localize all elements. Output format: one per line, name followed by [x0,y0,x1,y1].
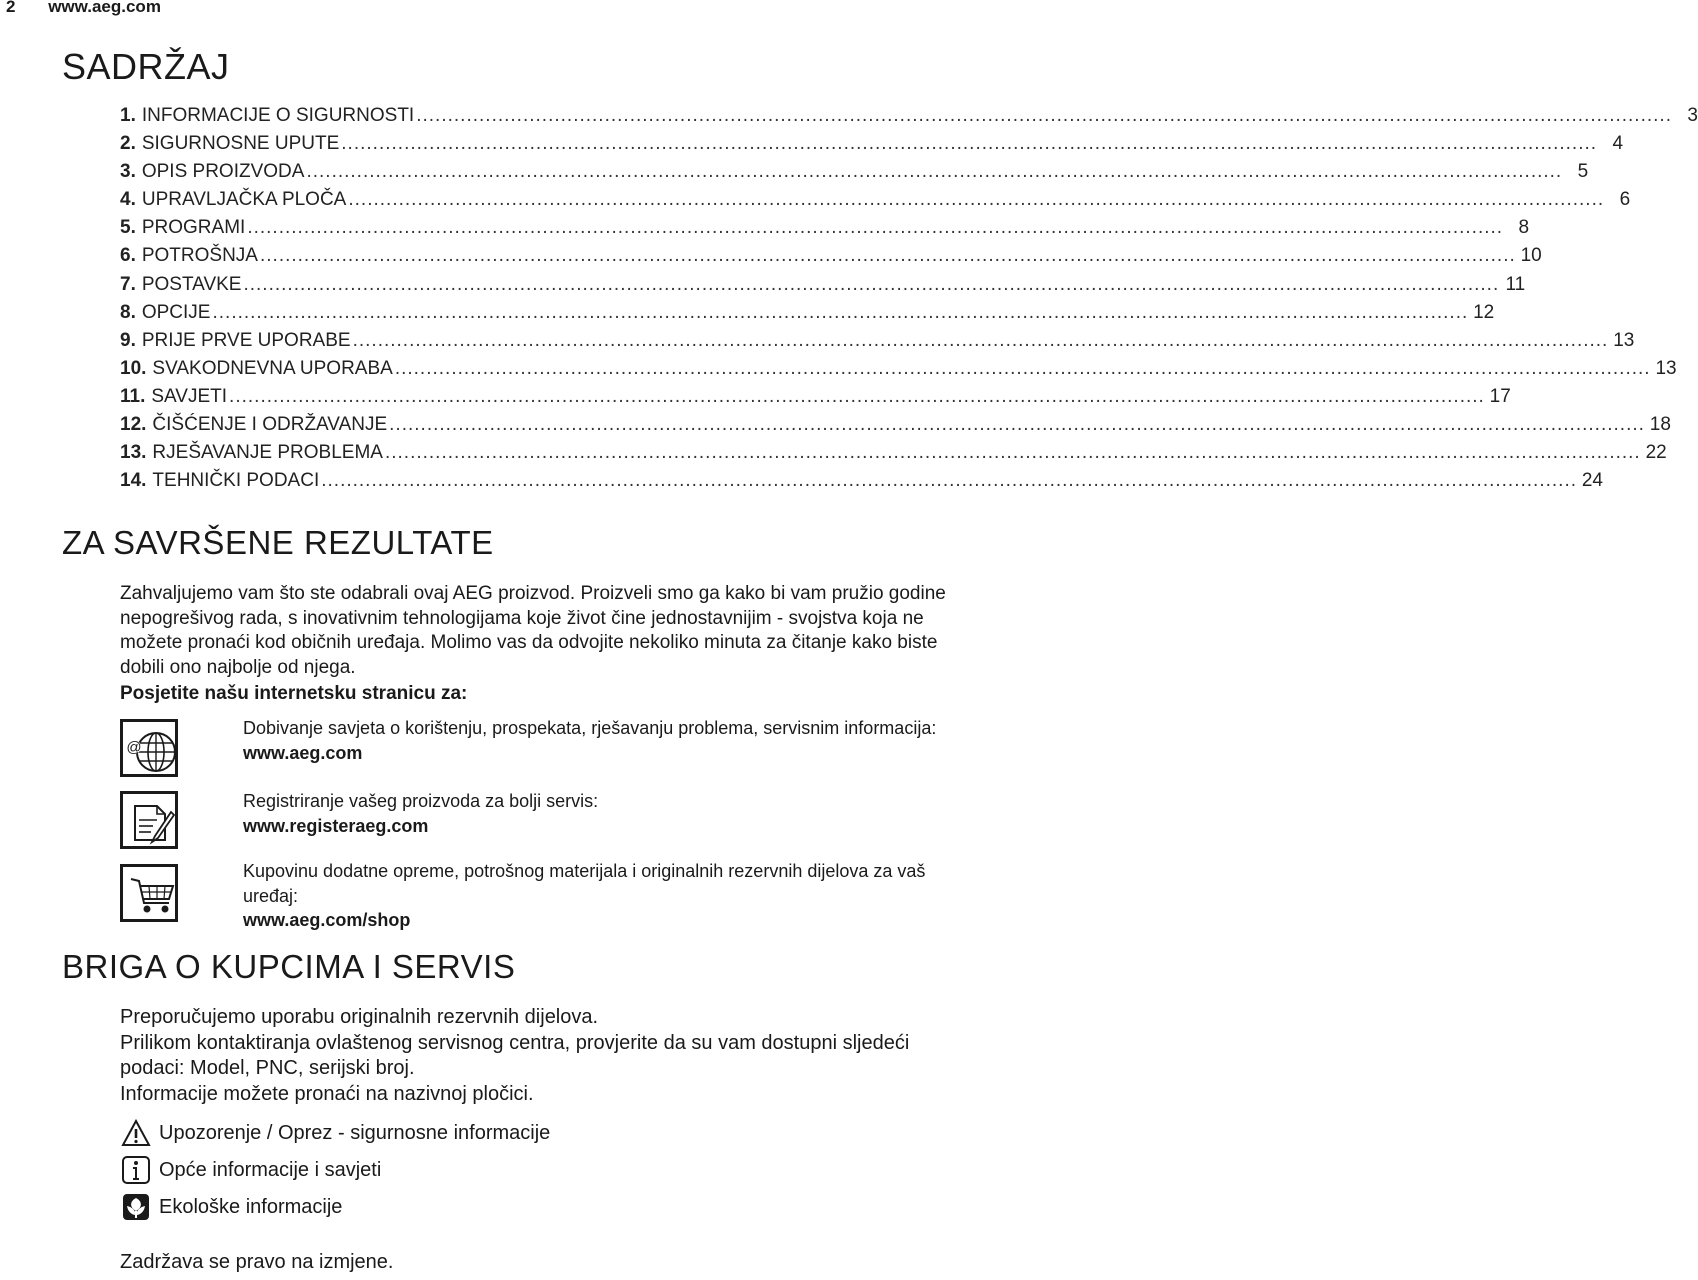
service-line: Preporučujemo uporabu originalnih rezervnih dijelova. [120,1006,599,1028]
toc-number: 6. [120,245,136,267]
toc-page: 10 [1520,245,1542,267]
page-number: 2 [6,0,16,16]
results-title: ZA SAVRŠENE REZULTATE [62,524,494,561]
toc-page: 13 [1655,357,1677,379]
legend-info [120,1155,381,1185]
toc-number: 4. [120,189,136,211]
toc-item[interactable] [120,245,1542,273]
toc-number: 14. [120,470,147,492]
toc-title: OPIS PROIZVODA [141,161,305,183]
link-block-shop [243,859,958,933]
page-header [6,0,161,17]
toc-page: 12 [1473,301,1495,323]
toc-title: OPCIJE [141,301,211,323]
link-text-shop: Kupovinu dodatne opreme, potrošnog materijala i originalnih rezervnih dijelova za vaš uređaj: [243,861,926,906]
toc-page: 18 [1649,414,1671,436]
toc-number: 1. [120,105,136,126]
link-block-info [243,716,958,765]
toc-number: 2. [120,133,136,155]
contents-title: SADRŽAJ [62,46,230,87]
link-url-register[interactable]: www.registeraeg.com [243,815,429,836]
site-url[interactable]: www.aeg.com [48,0,161,16]
toc-leader: ........................................................................................................................................................................................................ [259,245,1516,267]
toc-item[interactable] [120,442,1667,470]
toc-leader: ........................................................................................................................................................................................................ [306,161,1563,183]
globe-icon [120,719,178,777]
toc-item[interactable] [120,273,1526,302]
toc-item[interactable] [120,189,1631,217]
link-text-info: Dobivanje savjeta o korištenju, prospekata, rješavanju problema, servisnim informacija: [243,718,937,738]
warning-icon [120,1118,152,1148]
legend-warning-text: Upozorenje / Oprez - sigurnosne informacije [159,1121,551,1144]
toc-title: SAVJETI [151,385,228,407]
toc-title: SVAKODNEVNA UPORABA [152,357,393,379]
toc-page: 24 [1581,470,1603,492]
service-title: BRIGA O KUPCIMA I SERVIS [62,948,516,985]
toc-title: PRIJE PRVE UPORABE [141,329,351,351]
toc-page: 5 [1577,161,1589,183]
visit-label: Posjetite našu internetsku stranicu za: [120,683,468,704]
toc-leader: ........................................................................................................................................................................................................ [389,414,1645,436]
intro-paragraph: Zahvaljujemo vam što ste odabrali ovaj AEG proizvod. Proizveli smo ga kako bi vam pružio godine nepogrešivog rada, s inovativnim tehnologijama koje život čine jednostavnijim - svojstva koja ne možete pronaći kod običnih uređaja. Molimo vas da odvojite nekoliko minuta za čitanje kako biste dobili ono najbolje od njega. [120,583,946,678]
toc-leader: ........................................................................................................................................................................................................ [352,329,1609,351]
toc-item[interactable] [120,414,1671,442]
toc-item[interactable] [120,385,1511,414]
toc-leader: ........................................................................................................................................................................................................ [243,273,1500,295]
toc-item[interactable] [120,133,1624,161]
toc-page: 11 [1505,273,1526,295]
cart-icon [120,864,178,922]
toc-number: 10. [120,357,147,379]
toc-number: 8. [120,301,136,323]
toc-item[interactable] [120,329,1635,358]
toc-item[interactable] [120,301,1495,330]
toc-page: 22 [1645,442,1667,464]
toc-item[interactable] [120,470,1603,498]
toc-page: 6 [1619,189,1631,211]
toc-page: 13 [1613,329,1635,351]
toc-title: RJEŠAVANJE PROBLEMA [152,442,383,464]
service-text [120,1005,960,1107]
table-of-contents [120,105,1698,498]
toc-title: INFORMACIJE O SIGURNOSTI [141,105,415,126]
toc-item[interactable] [120,217,1530,245]
toc-number: 3. [120,161,136,183]
toc-leader: ........................................................................................................................................................................................................ [348,189,1605,211]
toc-leader: ........................................................................................................................................................................................................ [416,105,1672,126]
toc-title: UPRAVLJAČKA PLOČA [141,189,347,211]
info-icon [120,1155,152,1185]
toc-title: TEHNIČKI PODACI [152,470,320,492]
service-line: Prilikom kontaktiranja ovlaštenog servisnog centra, provjerite da su vam dostupni sljedeći podaci: Model, PNC, serijski broj. [120,1031,910,1079]
toc-item[interactable] [120,357,1677,386]
toc-number: 9. [120,329,136,351]
toc-title: POTROŠNJA [141,245,258,267]
toc-page: 4 [1612,133,1624,155]
toc-title: POSTAVKE [141,273,242,295]
toc-number: 13. [120,442,147,464]
toc-number: 5. [120,217,136,239]
toc-leader: ........................................................................................................................................................................................................ [247,217,1504,239]
toc-page: 8 [1518,217,1530,239]
toc-leader: ........................................................................................................................................................................................................ [321,470,1577,492]
legend-info-text: Opće informacije i savjeti [159,1158,382,1181]
footer-note: Zadržava se pravo na izmjene. [120,1251,394,1273]
toc-leader: ........................................................................................................................................................................................................ [212,301,1469,323]
register-icon [120,791,178,849]
svg-text:@: @ [126,739,142,756]
toc-number: 12. [120,414,147,436]
toc-leader: ........................................................................................................................................................................................................ [394,357,1651,379]
toc-title: ČIŠĆENJE I ODRŽAVANJE [152,414,388,436]
toc-item[interactable] [120,161,1589,189]
toc-number: 11. [120,385,146,407]
link-block-register [243,789,958,838]
toc-title: SIGURNOSNE UPUTE [141,133,340,155]
eco-icon [120,1192,152,1222]
link-text-register: Registriranje vašeg proizvoda za bolji servis: [243,791,599,811]
toc-leader: ........................................................................................................................................................................................................ [341,133,1598,155]
toc-item[interactable] [120,105,1698,133]
link-url-aeg[interactable]: www.aeg.com [243,742,363,763]
legend-eco [120,1192,342,1222]
toc-page: 17 [1489,385,1511,407]
toc-number: 7. [120,273,136,295]
legend-eco-text: Ekološke informacije [159,1195,343,1218]
toc-page: 3 [1687,105,1698,126]
service-line: Informacije možete pronaći na nazivnoj pločici. [120,1082,534,1105]
link-url-shop[interactable]: www.aeg.com/shop [243,910,411,930]
legend-warning [120,1118,550,1148]
toc-leader: ........................................................................................................................................................................................................ [229,385,1485,407]
toc-title: PROGRAMI [141,217,246,239]
toc-leader: ........................................................................................................................................................................................................ [384,442,1641,464]
